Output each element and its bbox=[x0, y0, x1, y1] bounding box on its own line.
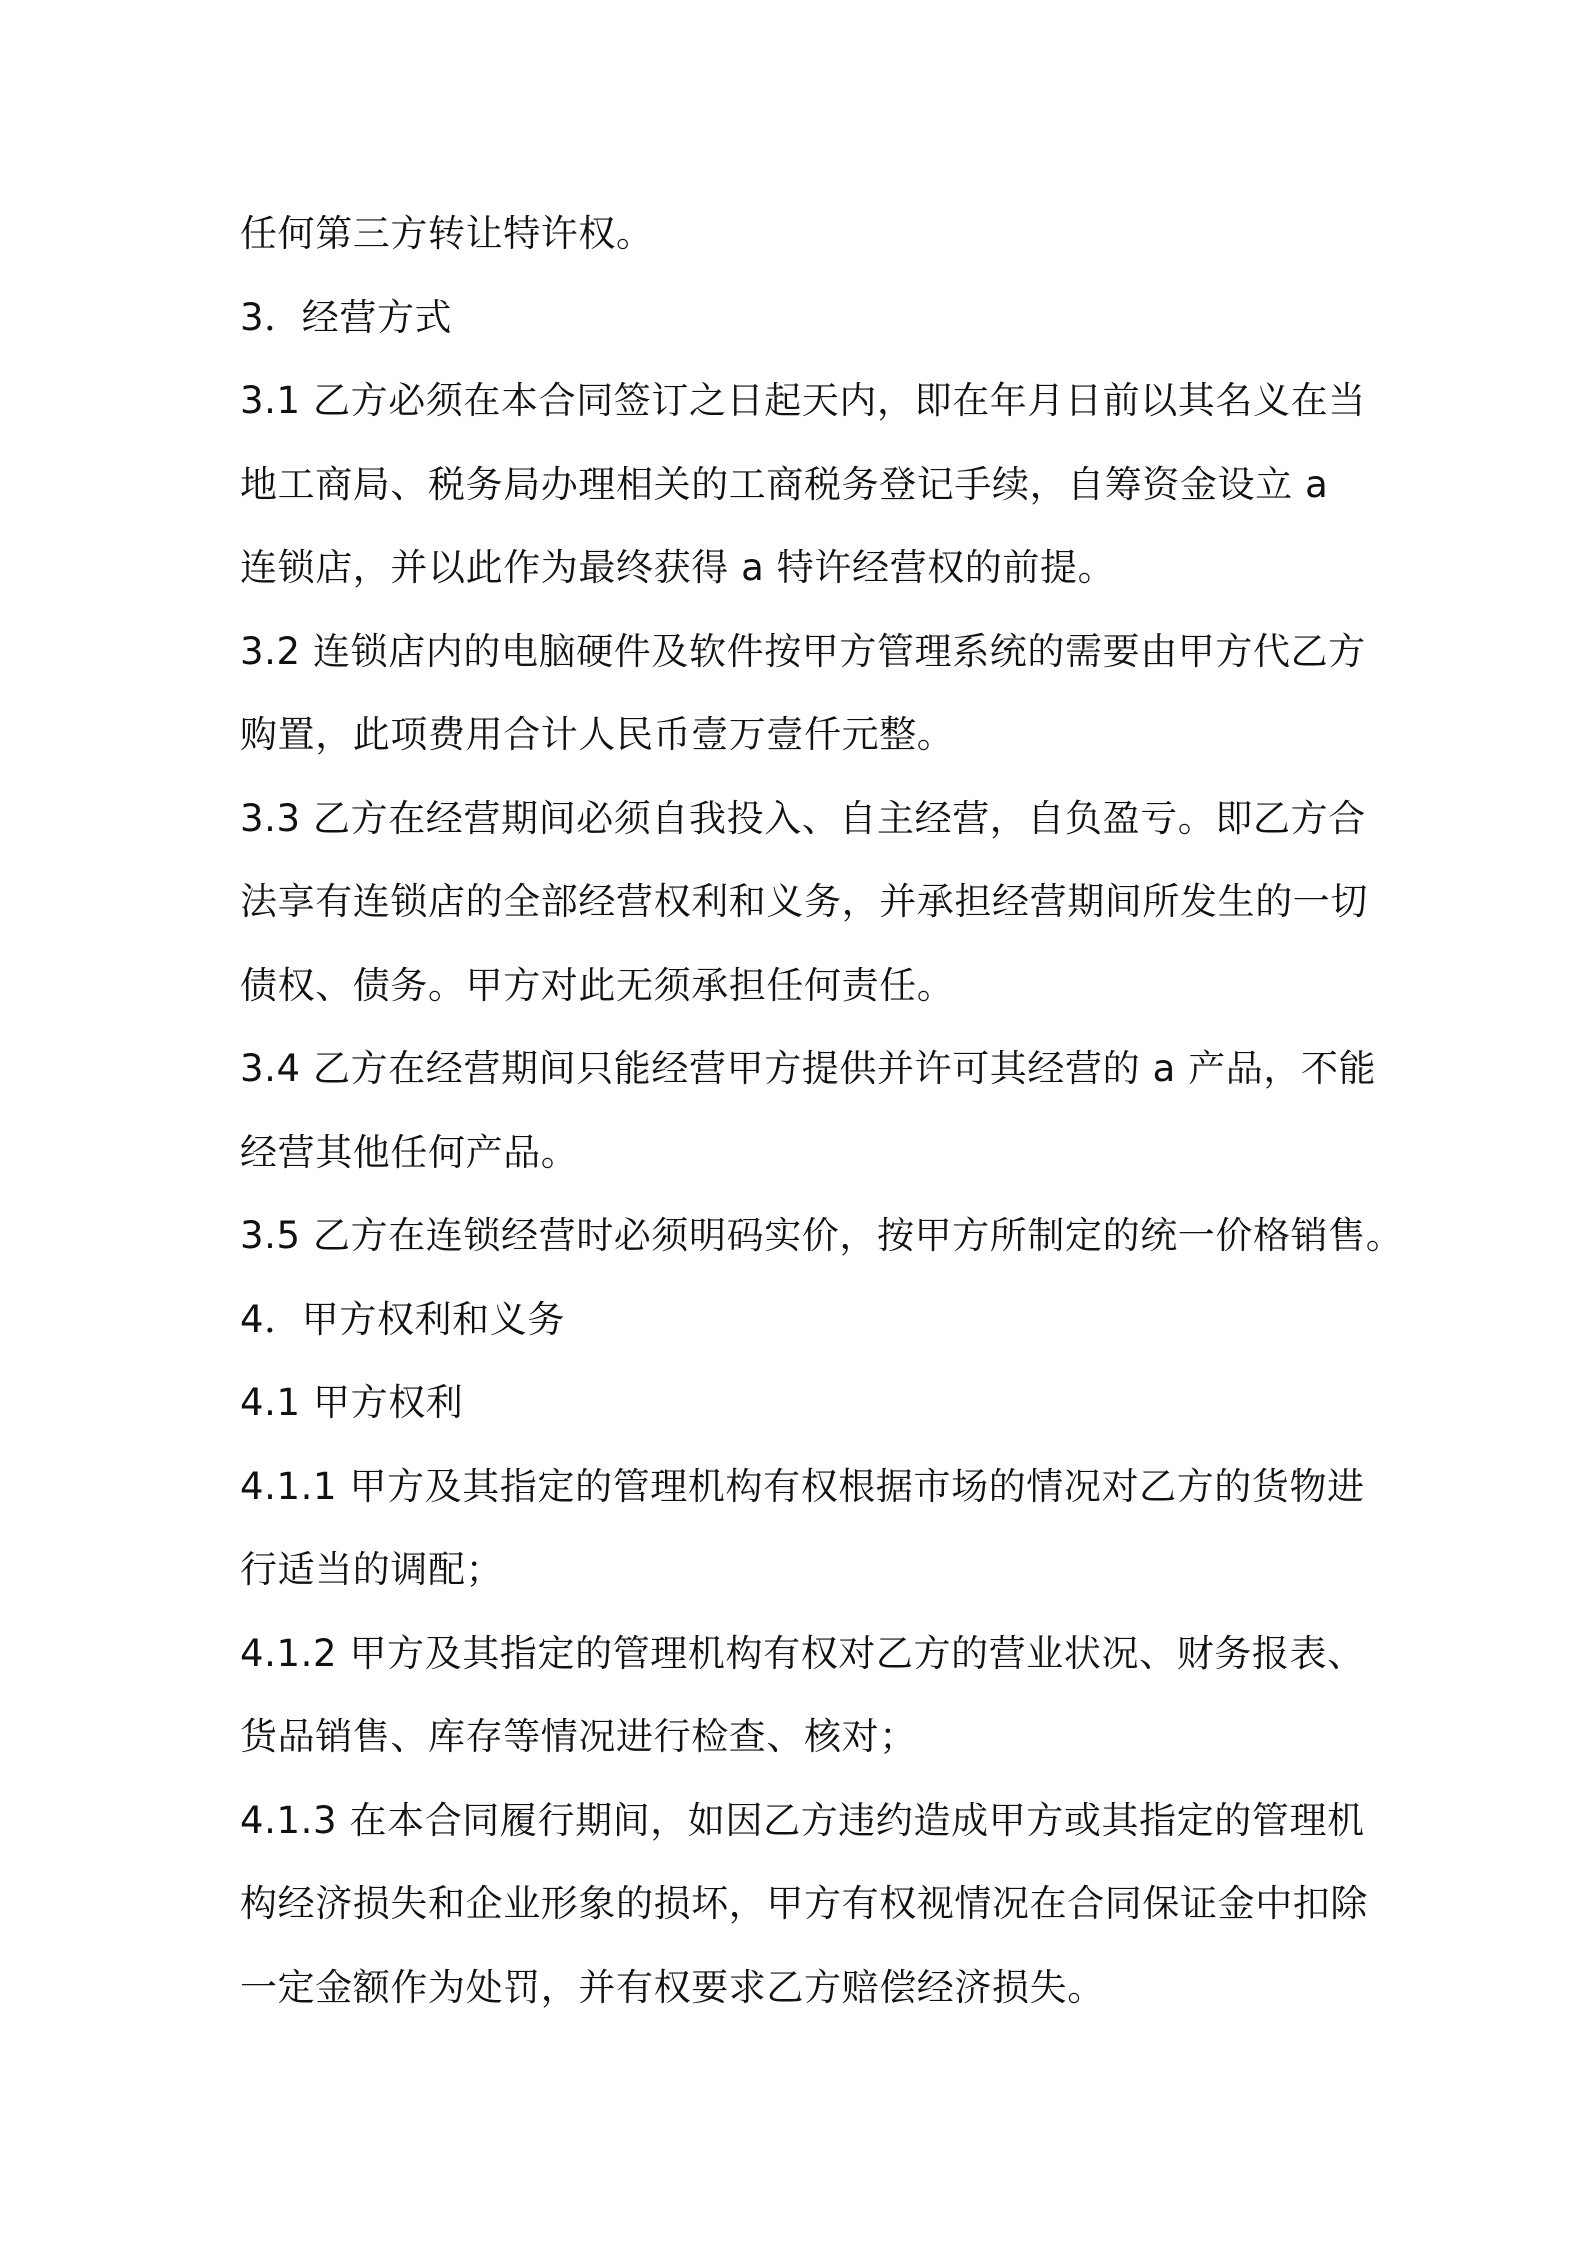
text-line: 购置，此项费用合计人民币壹万壹仟元整。 bbox=[240, 713, 955, 756]
text-line: 3.3 乙方在经营期间必须自我投入、自主经营，自负盈亏。即乙方合 bbox=[240, 796, 1366, 840]
text-line: 任何第三方转让特许权。 bbox=[240, 212, 654, 255]
text-line: 3.1 乙方必须在本合同签订之日起天内，即在年月日前以其名义在当 bbox=[240, 379, 1366, 422]
text-line: 4.1.2 甲方及其指定的管理机构有权对乙方的营业状况、财务报表、 bbox=[240, 1631, 1365, 1675]
text-line: 经营其他任何产品。 bbox=[240, 1130, 579, 1174]
text-line: 4.1.1 甲方及其指定的管理机构有权根据市场的情况对乙方的货物进 bbox=[240, 1464, 1365, 1508]
text-line: 债权、债务。甲方对此无须承担任何责任。 bbox=[240, 963, 955, 1007]
text-line: 行适当的调配； bbox=[240, 1548, 504, 1591]
text-line: 3.4 乙方在经营期间只能经营甲方提供并许可其经营的 a 产品，不能 bbox=[240, 1047, 1377, 1090]
text-line: 连锁店，并以此作为最终获得 a 特许经营权的前提。 bbox=[240, 546, 1116, 589]
subsection-heading: 4.1 甲方权利 bbox=[240, 1381, 464, 1424]
text-line: 货品销售、库存等情况进行检查、核对； bbox=[240, 1715, 917, 1758]
contract-text bbox=[240, 192, 1404, 2029]
text-line: 法享有连锁店的全部经营权利和义务，并承担经营期间所发生的一切 bbox=[240, 880, 1368, 923]
section-heading: 4．甲方权利和义务 bbox=[240, 1297, 565, 1341]
text-line: 3.5 乙方在连锁经营时必须明码实价，按甲方所制定的统一价格销售。 bbox=[240, 1214, 1404, 1257]
text-line: 3.2 连锁店内的电脑硬件及软件按甲方管理系统的需要由甲方代乙方 bbox=[240, 629, 1366, 673]
text-line: 一定金额作为处罚，并有权要求乙方赔偿经济损失。 bbox=[240, 1965, 1105, 2009]
text-line: 4.1.3 在本合同履行期间，如因乙方违约造成甲方或其指定的管理机 bbox=[240, 1798, 1365, 1842]
text-line: 构经济损失和企业形象的损坏，甲方有权视情况在合同保证金中扣除 bbox=[240, 1882, 1368, 1925]
section-heading: 3．经营方式 bbox=[240, 295, 453, 339]
text-line: 地工商局、税务局办理相关的工商税务登记手续，自筹资金设立 a bbox=[240, 462, 1329, 506]
